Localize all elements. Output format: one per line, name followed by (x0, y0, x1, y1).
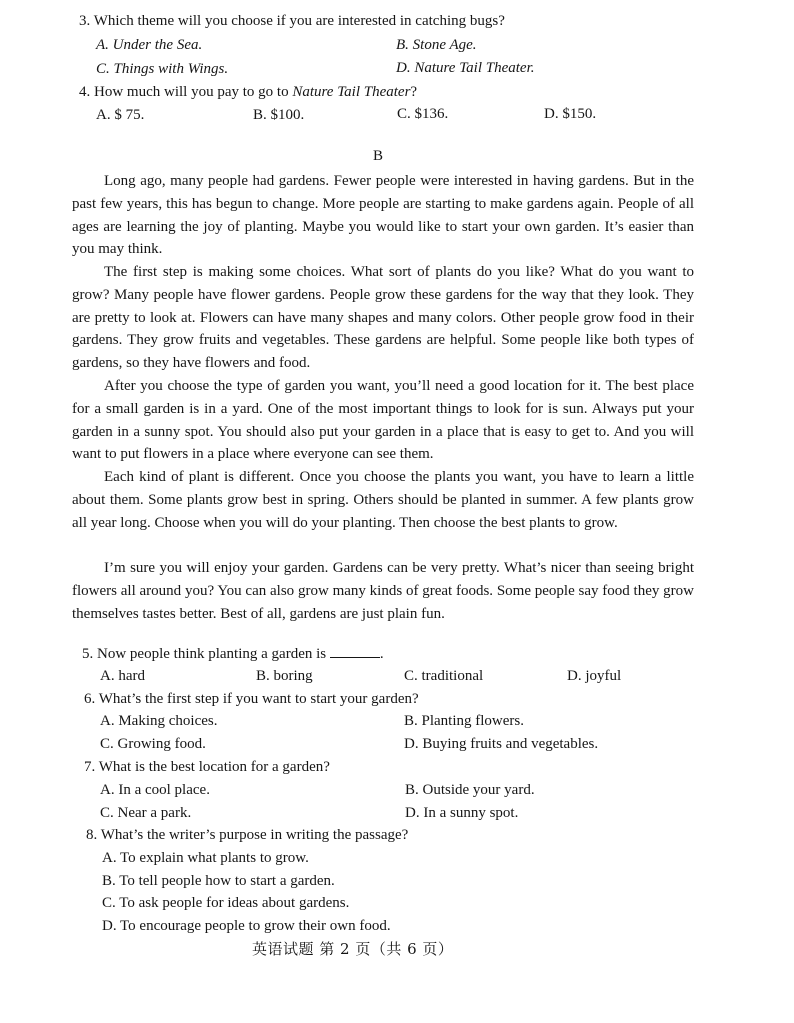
q5-option-b[interactable]: B. boring (256, 668, 313, 684)
q4-option-d[interactable]: D. $150. (544, 106, 597, 122)
q8-option-c[interactable]: C. To ask people for ideas about gardens. (102, 895, 350, 911)
passage-paragraph-1: Long ago, many people had gardens. Fewer people were interested in having gardens. But in the past few years, this has begun to change. More people are starting to make gardens again. People of all ages are learning the joy of planting. Maybe you would like to start your own garden. It’s easier than you may think. (72, 173, 694, 258)
q3-option-c[interactable]: C. Things with Wings. (96, 61, 229, 77)
passage-paragraph-4: Each kind of plant is different. Once you choose the plants you want, you have to learn a little about them. Some plants grow best in spring. Others should be planted in summer. A few plants grow all year long. Choose when you will do your planting. Then choose the best plants to grow. (72, 469, 694, 531)
section-b-heading: B (373, 148, 384, 164)
q6-option-c[interactable]: C. Growing food. (100, 736, 206, 752)
q5-stem-end: . (379, 646, 384, 662)
page-footer: 英语试题 第 2 页（共 6 页） (252, 940, 454, 958)
q8-option-d[interactable]: D. To encourage people to grow their own food. (102, 918, 391, 934)
q3-option-a[interactable]: A. Under the Sea. (96, 37, 203, 53)
q5-stem-text: 5. Now people think planting a garden is (82, 646, 327, 662)
q7-option-d[interactable]: D. In a sunny spot. (405, 805, 519, 821)
question-6-stem: 6. What’s the first step if you want to start your garden? (84, 691, 419, 707)
q4-option-c[interactable]: C. $136. (397, 106, 449, 122)
question-4-stem (79, 84, 417, 101)
q8-option-a[interactable]: A. To explain what plants to grow. (102, 850, 309, 866)
q5-option-d[interactable]: D. joyful (567, 668, 622, 684)
q4-option-b[interactable]: B. $100. (253, 107, 305, 123)
question-3-stem: 3. Which theme will you choose if you are interested in catching bugs? (79, 13, 505, 29)
question-8-stem: 8. What’s the writer’s purpose in writing the passage? (86, 827, 409, 843)
q7-option-b[interactable]: B. Outside your yard. (405, 782, 535, 798)
q6-option-d[interactable]: D. Buying fruits and vegetables. (404, 736, 599, 752)
q5-option-c[interactable]: C. traditional (404, 668, 484, 684)
q5-answer-blank (330, 645, 380, 658)
q6-option-a[interactable]: A. Making choices. (100, 713, 218, 729)
passage-paragraph-2: The first step is making some choices. What sort of plants do you like? What do you want to grow? Many people have flower gardens. People grow these gardens for the way that they look. They are pretty to look at. Flowers can have many shapes and many colors. Other people grow food in their gardens. They grow fruits and vegetables. These gardens are helpful. Some people like both types of gardens, so they have flowers and food. (72, 264, 694, 372)
question-5-stem (82, 645, 384, 663)
q4-stem-italic: Nature Tail Theater (292, 84, 411, 100)
q6-option-b[interactable]: B. Planting flowers. (404, 713, 524, 729)
q4-stem-text: 4. How much will you pay to go to (79, 84, 293, 100)
q4-stem-end: ? (410, 84, 418, 100)
q3-option-b[interactable]: B. Stone Age. (396, 37, 477, 53)
q4-option-a[interactable]: A. $ 75. (96, 107, 145, 123)
passage-paragraph-3: After you choose the type of garden you want, you’ll need a good location for it. The best place for a small garden is in a yard. One of the most important things to look for is sun. Always put your garden in a sunny spot. You should also put your garden in a place that is easy to get to. And you will want to put flowers in a place where everyone can see them. (72, 378, 694, 463)
question-7-stem: 7. What is the best location for a garden? (84, 759, 330, 775)
passage-paragraph-5: I’m sure you will enjoy your garden. Gardens can be very pretty. What’s nicer than seeing bright flowers all around you? You can also grow many kinds of great foods. Some people say food they grow themselves tastes better. Best of all, gardens are just plain fun. (72, 560, 694, 622)
q7-option-a[interactable]: A. In a cool place. (100, 782, 210, 798)
q3-option-d[interactable]: D. Nature Tail Theater. (396, 60, 535, 76)
q8-option-b[interactable]: B. To tell people how to start a garden. (102, 873, 335, 889)
q5-option-a[interactable]: A. hard (100, 668, 145, 684)
q7-option-c[interactable]: C. Near a park. (100, 805, 192, 821)
